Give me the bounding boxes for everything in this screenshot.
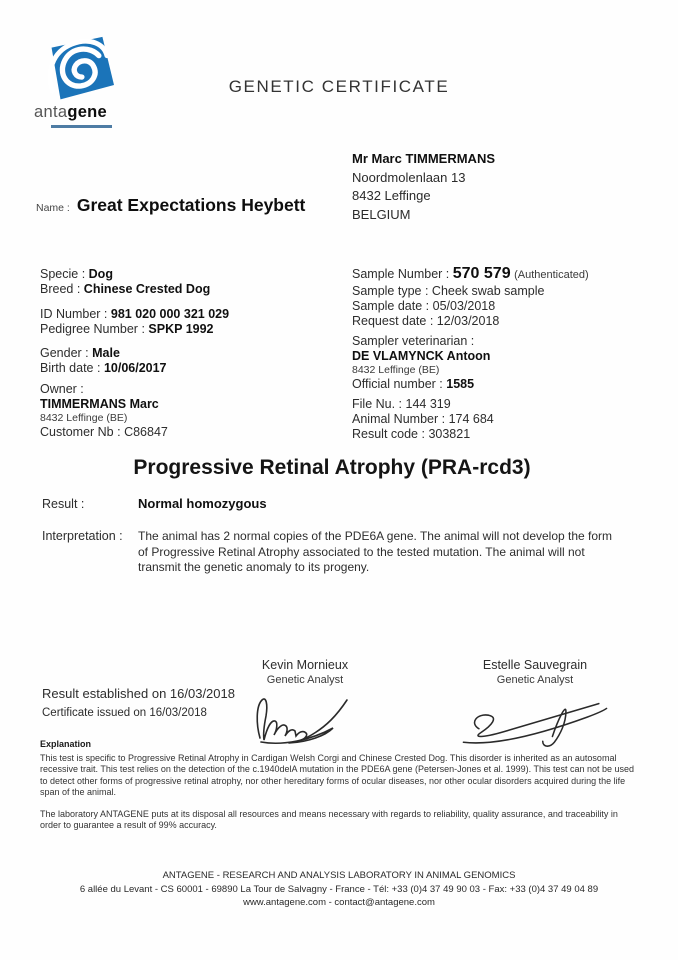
result-code-row xyxy=(352,427,589,442)
sample-date-row xyxy=(352,299,589,314)
customer-number-row xyxy=(40,425,229,440)
breed-label: Breed : xyxy=(40,282,81,296)
sample-number-value: 570 579 xyxy=(452,265,511,282)
logo-text-anta: anta xyxy=(34,103,68,121)
file-number-label: File Nu. : xyxy=(352,397,403,411)
sample-date-value: 05/03/2018 xyxy=(432,299,496,313)
pedigree-label: Pedigree Number : xyxy=(40,322,145,336)
signature-block-estelle-sauvegrain xyxy=(470,658,600,686)
test-title: Progressive Retinal Atrophy (PRA-rcd3) xyxy=(133,456,531,479)
file-number-value: 144 319 xyxy=(405,397,451,411)
animal-name-label: Name : xyxy=(36,202,70,214)
explanation-section xyxy=(40,739,641,832)
pedigree-row xyxy=(40,322,229,337)
animal-number-label: Animal Number : xyxy=(352,412,446,426)
birth-date-label: Birth date : xyxy=(40,361,101,375)
birth-date-value: 10/06/2017 xyxy=(103,361,167,375)
veterinarian-address: 8432 Leffinge (BE) xyxy=(352,364,440,376)
analyst-role: Genetic Analyst xyxy=(266,674,344,686)
specie-row xyxy=(40,267,229,282)
certificate-issued-date: Certificate issued on 16/03/2018 xyxy=(42,707,207,719)
specie-value: Dog xyxy=(88,267,113,281)
sample-date-label: Sample date : xyxy=(352,299,430,313)
result-code-value: 303821 xyxy=(428,427,471,441)
sample-authenticated-badge: (Authenticated) xyxy=(514,269,589,281)
recipient-country: BELGIUM xyxy=(352,206,411,222)
footer-contact: www.antagene.com - contact@antagene.com xyxy=(243,897,435,908)
explanation-paragraph-1: This test is specific to Progressive Retinal Atrophy in Cardigan Welsh Corgi and Chinese Crested Dog. This disorder is inherited as an autosomal recessive trait. This test relies on the detection of the c.1940delA mutation in the PDE6A gene (Petersen-Jones et al. 1999). This test can not be used to detect other forms of progressive retinal atrophy, nor other hereditary forms of ocular diseases, nor other ocular disorders acquired during the life span of the animal. xyxy=(40,752,635,797)
logo-text-gene: gene xyxy=(67,103,108,121)
sample-info-column xyxy=(352,265,589,442)
request-date-label: Request date : xyxy=(352,314,434,328)
logo-wordmark xyxy=(34,103,124,122)
animal-name-row xyxy=(36,195,305,216)
analyst-name: Kevin Mornieux xyxy=(261,658,349,672)
signature-icon xyxy=(253,690,353,745)
recipient-name: Mr Marc TIMMERMANS xyxy=(352,151,496,166)
customer-number-label: Customer Nb : xyxy=(40,425,121,439)
official-number-row xyxy=(352,377,589,392)
owner-name: TIMMERMANS Marc xyxy=(40,397,159,411)
specie-label: Specie : xyxy=(40,267,86,281)
animal-number-value: 174 684 xyxy=(448,412,494,426)
sample-number-row xyxy=(352,265,589,284)
result-code-label: Result code : xyxy=(352,427,425,441)
animal-identity-column xyxy=(40,267,229,440)
sample-type-value: Cheek swab sample xyxy=(431,284,545,298)
interpretation-text: The animal has 2 normal copies of the PDE6A gene. The animal will not develop the form of Progressive Retinal Atrophy associated to the tested mutation. The animal will not transmit the genetic anomaly to its progeny. xyxy=(138,529,613,574)
explanation-paragraph-2: The laboratory ANTAGENE puts at its disposal all resources and means necessary with regards to reliability, quality assurance, and traceability in order to guarantee a result of 99% accuracy. xyxy=(40,808,618,830)
result-value: Normal homozygous xyxy=(138,496,267,511)
animal-name: Great Expectations Heybett xyxy=(76,195,306,215)
owner-address: 8432 Leffinge (BE) xyxy=(40,412,128,424)
animal-number-row xyxy=(352,412,589,427)
sample-number-label: Sample Number : xyxy=(352,267,450,281)
explanation-heading: Explanation xyxy=(40,739,92,749)
id-number-value: 981 020 000 321 029 xyxy=(110,307,230,321)
sample-type-row xyxy=(352,284,589,299)
id-number-row xyxy=(40,307,229,322)
breed-value: Chinese Crested Dog xyxy=(83,282,211,296)
result-label: Result : xyxy=(42,497,85,511)
birth-date-row xyxy=(40,361,229,376)
sample-type-label: Sample type : xyxy=(352,284,429,298)
recipient-street: Noordmolenlaan 13 xyxy=(352,169,466,185)
veterinarian-label-row: Sampler veterinarian : xyxy=(352,334,475,348)
pedigree-value: SPKP 1992 xyxy=(148,322,214,336)
logo-underline xyxy=(51,125,112,128)
result-established-date: Result established on 16/03/2018 xyxy=(42,686,235,701)
analyst-name: Estelle Sauvegrain xyxy=(482,658,588,672)
gender-value: Male xyxy=(92,346,120,360)
analyst-role: Genetic Analyst xyxy=(496,674,574,686)
interpretation-label: Interpretation : xyxy=(42,529,123,543)
breed-row xyxy=(40,282,229,297)
official-number-label: Official number : xyxy=(352,377,443,391)
request-date-row xyxy=(352,314,589,329)
request-date-value: 12/03/2018 xyxy=(436,314,500,328)
customer-number-value: C86847 xyxy=(124,425,168,439)
recipient-city: 8432 Leffinge xyxy=(352,188,431,203)
footer xyxy=(0,869,678,910)
recipient-address-block xyxy=(352,150,495,224)
owner-label-row: Owner : xyxy=(40,382,84,396)
official-number-value: 1585 xyxy=(446,377,475,391)
document-title: GENETIC CERTIFICATE xyxy=(228,77,450,96)
footer-lab-name: ANTAGENE - RESEARCH AND ANALYSIS LABORATORY IN ANIMAL GENOMICS xyxy=(162,870,516,881)
id-number-label: ID Number : xyxy=(40,307,108,321)
gender-row xyxy=(40,346,229,361)
footer-address: 6 allée du Levant - CS 60001 - 69890 La Tour de Salvagny - France - Tél: +33 (0)4 37 49 90 03 - Fax: +33 (0)4 37 49 04 89 xyxy=(79,883,599,895)
signature-block-kevin-mornieux xyxy=(240,658,370,686)
file-number-row xyxy=(352,397,589,412)
veterinarian-name: DE VLAMYNCK Antoon xyxy=(352,349,491,363)
gender-label: Gender : xyxy=(40,346,89,360)
